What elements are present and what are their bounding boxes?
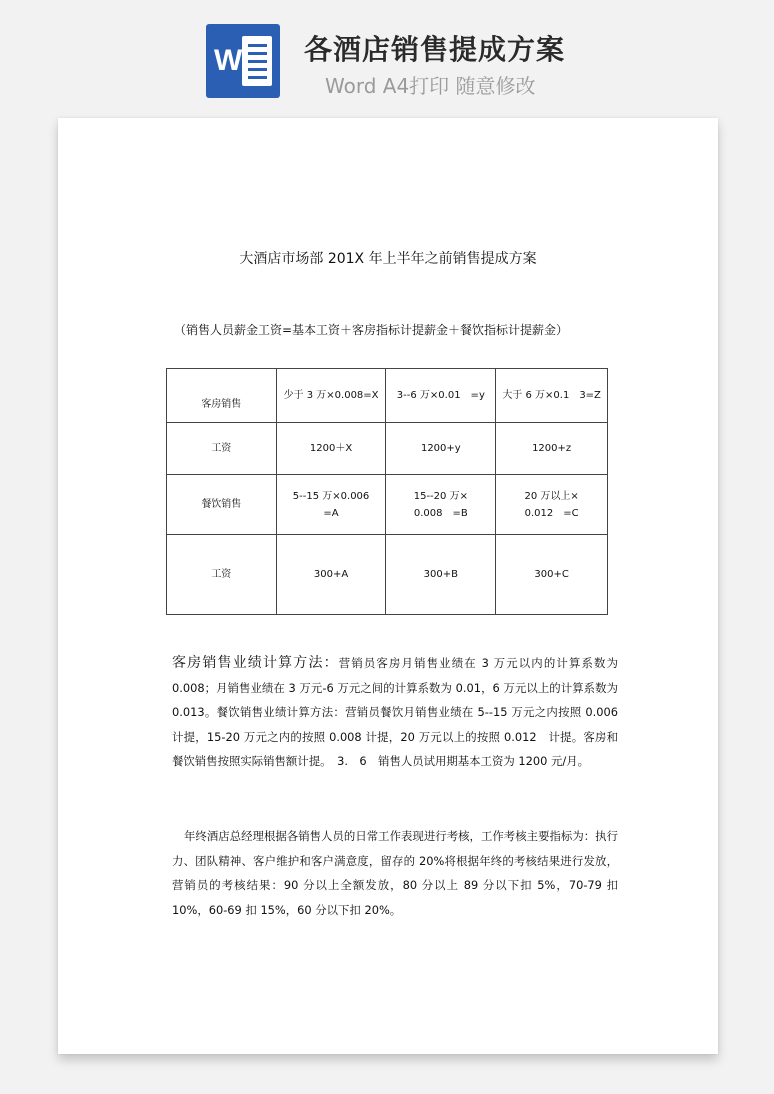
table-row: [167, 369, 608, 423]
table-cell: 少于 3 万×0.008=X: [276, 369, 386, 423]
paragraph-lead: 客房销售业绩计算方法：: [172, 655, 339, 671]
table-cell: 1200+z: [496, 423, 608, 475]
table-row: [167, 535, 608, 615]
table-row: [167, 423, 608, 475]
table-cell: 20 万以上× 0.012 =C: [496, 475, 608, 535]
table-row: [167, 475, 608, 535]
banner-title: 各酒店销售提成方案: [304, 33, 566, 66]
commission-table: [166, 368, 608, 615]
table-cell: 15--20 万× 0.008 =B: [386, 475, 496, 535]
table-cell: 1200+y: [386, 423, 496, 475]
word-logo-letter: W: [214, 44, 243, 77]
watermark: [90, 444, 133, 489]
document-page: [58, 118, 718, 1054]
word-page-graphic: [242, 36, 272, 86]
word-icon: [206, 24, 280, 98]
table-cell: 5--15 万×0.006 =A: [276, 475, 386, 535]
salary-formula: （销售人员薪金工资=基本工资＋客房指标计提薪金＋餐饮指标计提薪金）: [174, 323, 569, 337]
table-cell: 工资: [167, 535, 277, 615]
table-cell: 300+A: [276, 535, 386, 615]
paragraph-body: 营销员客房月销售业绩在 3 万元以内的计算系数为 0.008；月销售业绩在 3 万元-6 万元之间的计算系数为 0.01，6 万元以上的计算系数为 0.013。餐饮销售业绩计算方法：营销员餐饮月销售业绩在 5--15 万元之内按照 0.006 计提，15-20 万元之内的按照 0.008 计提，20 万元以上的按照 0.012 计提。客房和餐饮销售按照实际销售额计提。 3. 6 销售人员试用期基本工资为 1200 元/月。: [172, 656, 618, 769]
banner-subtitle: Word A4打印 随意修改: [325, 74, 536, 98]
document-title: 大酒店市场部 201X 年上半年之前销售提成方案: [239, 251, 537, 267]
table-cell: 300+B: [386, 535, 496, 615]
table-cell: 客房销售: [167, 369, 277, 423]
table-cell: 300+C: [496, 535, 608, 615]
table-cell: 工资: [167, 423, 277, 475]
table-cell: 1200＋X: [276, 423, 386, 475]
table-cell: 餐饮销售: [167, 475, 277, 535]
year-end-paragraph: 年终酒店总经理根据各销售人员的日常工作表现进行考核，工作考核主要指标为：执行力、团队精神、客户维护和客户满意度，留存的 20%将根据年终的考核结果进行发放，营销员的考核结果：90 分以上全额发放，80 分以上 89 分以下扣 5%，70-79 扣 10%，60-69 扣 15%，60 分以下扣 20%。: [172, 829, 618, 917]
table-cell: 大于 6 万×0.1 3=Z: [496, 369, 608, 423]
header-banner: [0, 0, 774, 118]
room-sales-paragraph: [172, 651, 618, 774]
table-cell: 3--6 万×0.01 =y: [386, 369, 496, 423]
